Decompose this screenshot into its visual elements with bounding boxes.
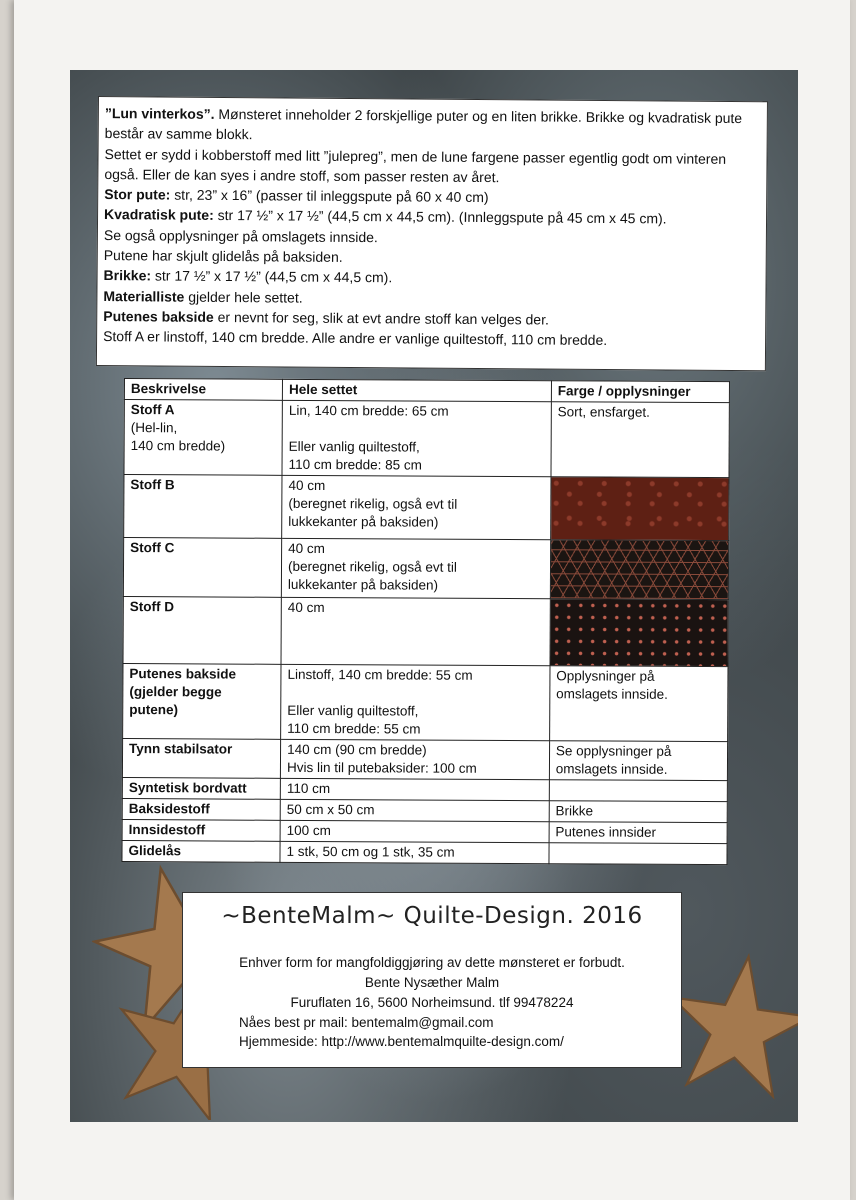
fabric-swatch-d [550,599,729,667]
row-amount: Linstoff, 140 cm bredde: 55 cm Eller vanlig quiltestoff, 110 cm bredde: 55 cm [281,664,550,740]
intro-paragraph: Brikke: str 17 ½” x 17 ½” (44,5 cm x 44,5 cm). [103,267,393,286]
website-line: Hjemmeside: http://www.bentemalmquilte-design.com/ [239,1034,564,1049]
row-amount: 40 cm (beregnet rikelig, også evt til lukkekanter på baksiden) [281,538,550,598]
row-amount: 100 cm [280,820,549,842]
copyright-notice: Enhver form for mangfoldiggjøring av dette mønsteret er forbudt. [239,955,625,970]
intro-paragraph: Putenes bakside er nevnt for seg, slik at evt andre stoff kan velges der. [103,308,549,328]
row-info: Se opplysninger på omslagets innside. [549,741,727,781]
intro-text-box [96,96,768,371]
intro-paragraph: Se også opplysninger på omslagets innside. [103,226,378,245]
pattern-title: ”Lun vinterkos”. [104,105,215,122]
intro-paragraph: Kvadratisk pute: str 17 ½” x 17 ½” (44,5 cm x 44,5 cm). (Innleggspute på 45 cm x 45 cm). [104,206,667,227]
row-info [549,843,727,865]
column-header: Beskrivelse [124,379,282,401]
row-label: Putenes bakside (gjelder begge putene) [123,663,281,739]
fabric-c-image [551,540,729,599]
row-label: Stoff A (Hel-lin, 140 cm bredde) [124,400,282,476]
fabric-swatch-c [550,540,729,600]
row-info: Putenes innsider [549,822,727,844]
address: Furuflaten 16, 5600 Norheimsund. tlf 99478224 [290,995,574,1010]
row-label: Innsidestoff [122,819,280,841]
row-amount: 110 cm [280,778,549,800]
row-amount: Lin, 140 cm bredde: 65 cm Eller vanlig quiltestoff, 110 cm bredde: 85 cm [282,400,551,476]
intro-paragraph: ”Lun vinterkos”. Mønsteret inneholder 2 forskjellige puter og en liten brikke. Brikke og kvadratisk pute består av samme blokk. [104,105,743,143]
fabric-swatch-b [550,477,729,541]
row-amount: 1 stk, 50 cm og 1 stk, 35 cm [280,841,549,863]
row-info: Sort, ensfarget. [551,402,730,478]
contact-box [182,892,682,1068]
row-info: Brikke [549,801,727,823]
email-line: Nåes best pr mail: bentemalm@gmail.com [239,1015,494,1030]
fabric-d-image [550,599,728,666]
author-name: Bente Nysæther Malm [364,975,500,990]
brand-name: ~BenteMalm~ Quilte-Design. 2016 [221,903,643,929]
table-row [123,663,728,741]
intro-paragraph: Putene har skjult glidelås på baksiden. [103,247,343,266]
row-label: Tynn stabilsator [122,738,280,778]
row-label: Glidelås [122,840,280,862]
row-label: Stoff C [123,538,281,598]
table-row [124,400,729,478]
row-amount: 50 cm x 50 cm [280,799,549,821]
material-table [121,378,730,865]
row-info: Opplysninger på omslagets innside. [549,666,728,742]
intro-paragraph: Settet er sydd i kobberstoff med litt ”julepreg”, men de lune fargene passer egentlig godt om vinteren også. Eller de kan syes i andre stoff, som passer resten av året. [104,145,727,186]
intro-paragraph: Stoff A er linstoff, 140 cm bredde. Alle andre er vanlige quiltestoff, 110 cm bredde. [103,328,608,349]
row-amount: 40 cm [281,597,550,665]
column-header: Farge / opplysninger [551,381,729,403]
table-row [122,738,727,780]
row-label: Stoff D [123,596,281,664]
column-header: Hele settet [282,379,551,401]
table-row [123,538,728,600]
row-amount: 40 cm (beregnet rikelig, også evt til lukkekanter på baksiden) [282,475,551,539]
star-decoration-right-icon [664,950,798,1100]
row-label: Stoff B [124,475,282,539]
fabric-b-image [551,477,729,540]
intro-paragraph: Stor pute: str, 23” x 16” (passer til inleggspute på 60 x 40 cm) [104,186,489,206]
table-row [124,475,729,541]
row-amount: 140 cm (90 cm bredde) Hvis lin til putebaksider: 100 cm [280,739,549,779]
row-info [549,780,727,802]
table-row [123,596,728,666]
row-label: Baksidestoff [122,798,280,820]
intro-paragraph: Materialliste gjelder hele settet. [103,287,303,306]
table-row [122,840,727,864]
row-label: Syntetisk bordvatt [122,777,280,799]
